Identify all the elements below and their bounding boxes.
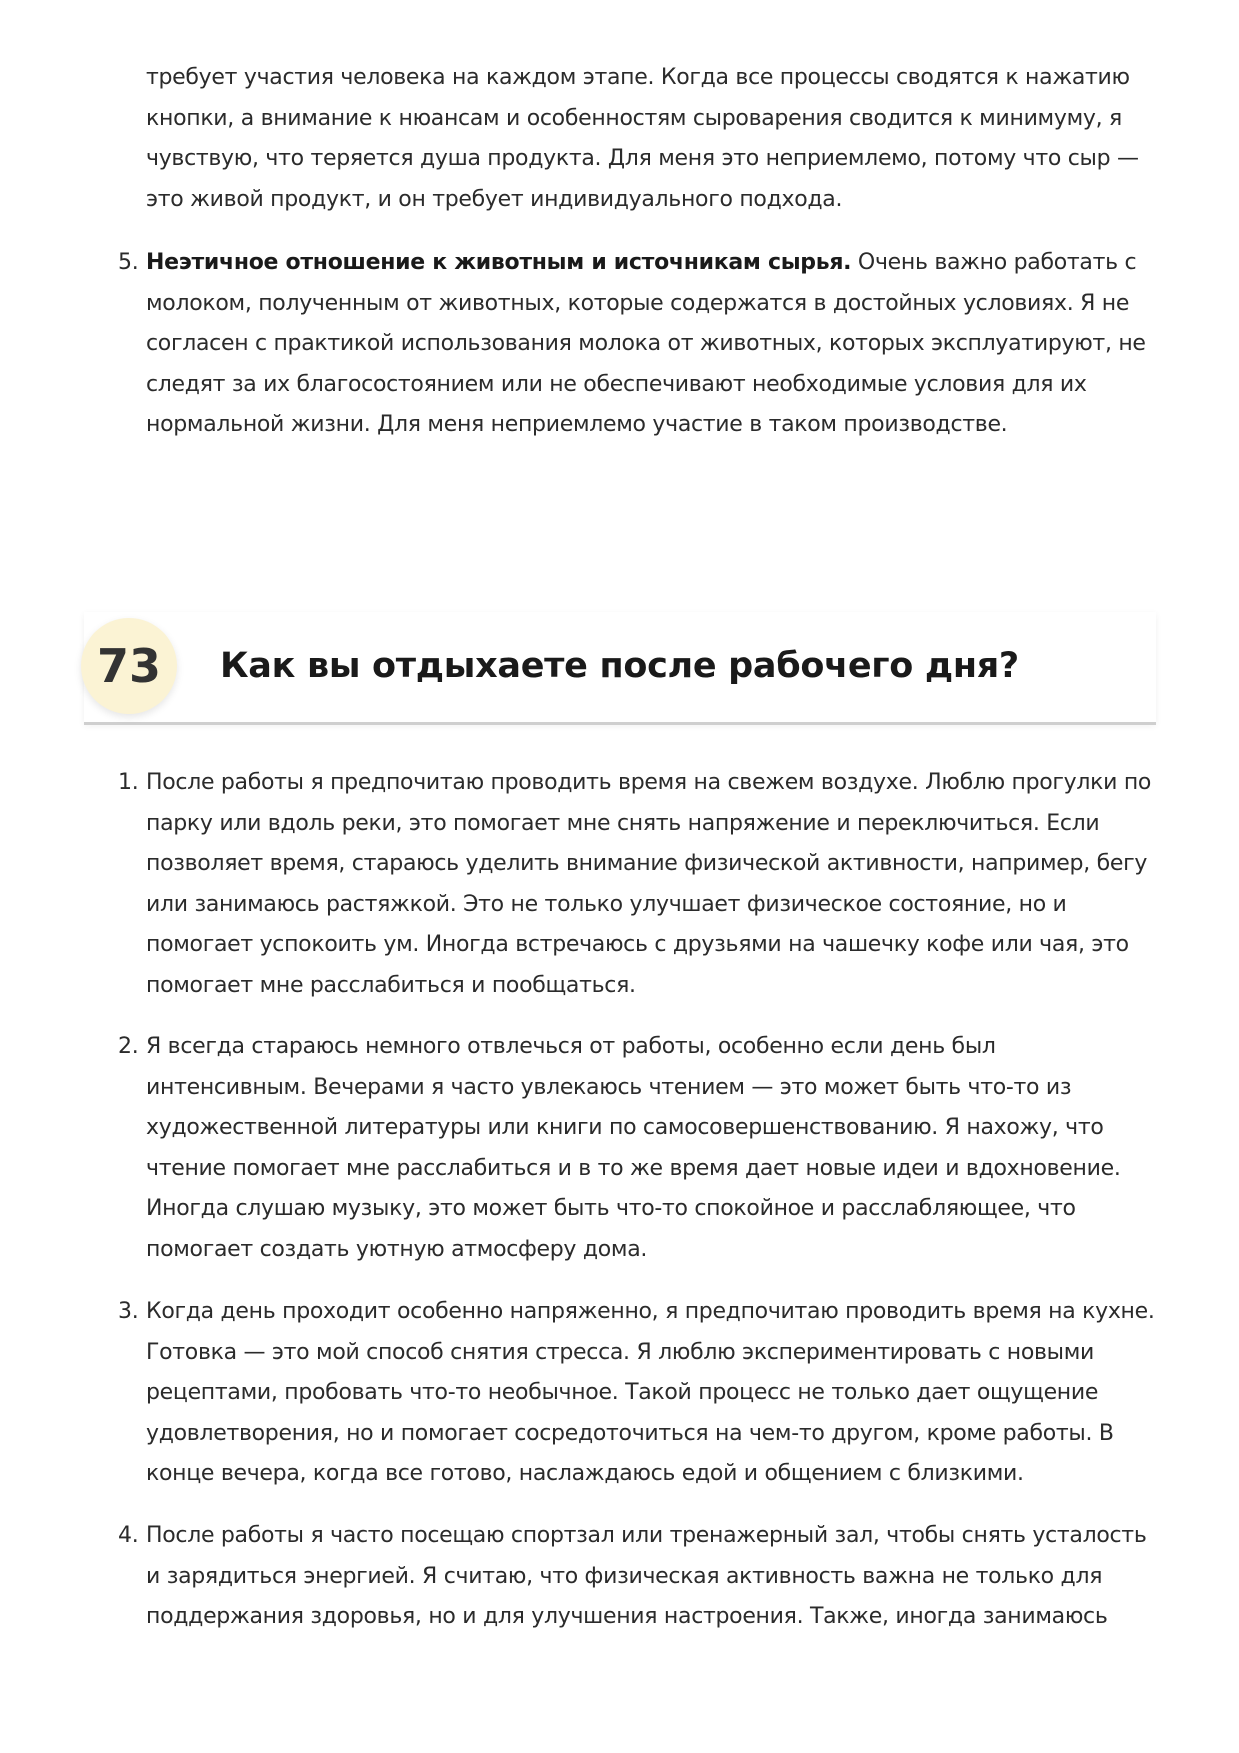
- continued-list-item-text: требует участия человека на каждом этапе. Когда все процессы сводятся к нажатию кнопки, а внимание к нюансам и особенностям сыроварения сводится к минимуму, я чувствую, что теряется душа продукта. Для меня это неприемлемо, потому что сыр — это живой продукт, и он требует индивидуального подхода.: [146, 65, 1139, 212]
- list-item-bold-heading: Неэтичное отношение к животным и источникам сырья.: [146, 250, 852, 275]
- answer-item-1: [118, 763, 1156, 1006]
- question-header-divider: [84, 722, 1156, 725]
- answer-item-number: 1.: [118, 770, 139, 795]
- list-item-5: [118, 243, 1156, 446]
- answer-item-text: После работы я предпочитаю проводить время на свежем воздухе. Люблю прогулки по парку или вдоль реки, это помогает мне снять напряжение и переключиться. Если позволяет время, стараюсь уделить внимание физической активности, например, бегу или занимаюсь растяжкой. Это не только улучшает физическое состояние, но и помогает успокоить ум. Иногда встречаюсь с друзьями на чашечку кофе или чая, это помогает мне расслабиться и пообщаться.: [146, 770, 1152, 998]
- question-number-badge: 73: [81, 618, 177, 714]
- question-title: Как вы отдыхаете после рабочего дня?: [220, 646, 1019, 686]
- answer-item-number: 4.: [118, 1523, 139, 1548]
- list-item-number: 5.: [118, 250, 139, 275]
- answer-item-4: [118, 1516, 1156, 1638]
- list-item-text: Очень важно работать с молоком, полученным от животных, которые содержатся в достойных условиях. Я не согласен с практикой использования молока от животных, которых эксплуатируют, не следят за их благосостоянием или не обеспечивают необходимые условия для их нормальной жизни. Для меня неприемлемо участие в таком производстве.: [146, 250, 1146, 437]
- answer-item-number: 3.: [118, 1299, 139, 1324]
- answer-item-text: После работы я часто посещаю спортзал или тренажерный зал, чтобы снять усталость и зарядиться энергией. Я считаю, что физическая активность важна не только для поддержания здоровья, но и для улучшения настроения. Также, иногда занимаюсь: [146, 1523, 1147, 1629]
- answer-item-text: Я всегда стараюсь немного отвлечься от работы, особенно если день был интенсивным. Вечерами я часто увлекаюсь чтением — это может быть что-то из художественной литературы или книги по самосовершенствованию. Я нахожу, что чтение помогает мне расслабиться и в то же время дает новые идеи и вдохновение. Иногда слушаю музыку, это может быть что-то спокойное и расслабляющее, что помогает создать уютную атмосферу дома.: [146, 1034, 1121, 1262]
- answer-item-text: Когда день проходит особенно напряженно, я предпочитаю проводить время на кухне. Готовка — это мой способ снятия стресса. Я люблю экспериментировать с новыми рецептами, пробовать что-то необычное. Такой процесс не только дает ощущение удовлетворения, но и помогает сосредоточиться на чем-то другом, кроме работы. В конце вечера, когда все готово, наслаждаюсь едой и общением с близкими.: [146, 1299, 1155, 1486]
- answer-item-3: [118, 1292, 1156, 1495]
- answer-item-2: [118, 1027, 1156, 1270]
- answer-item-number: 2.: [118, 1034, 139, 1059]
